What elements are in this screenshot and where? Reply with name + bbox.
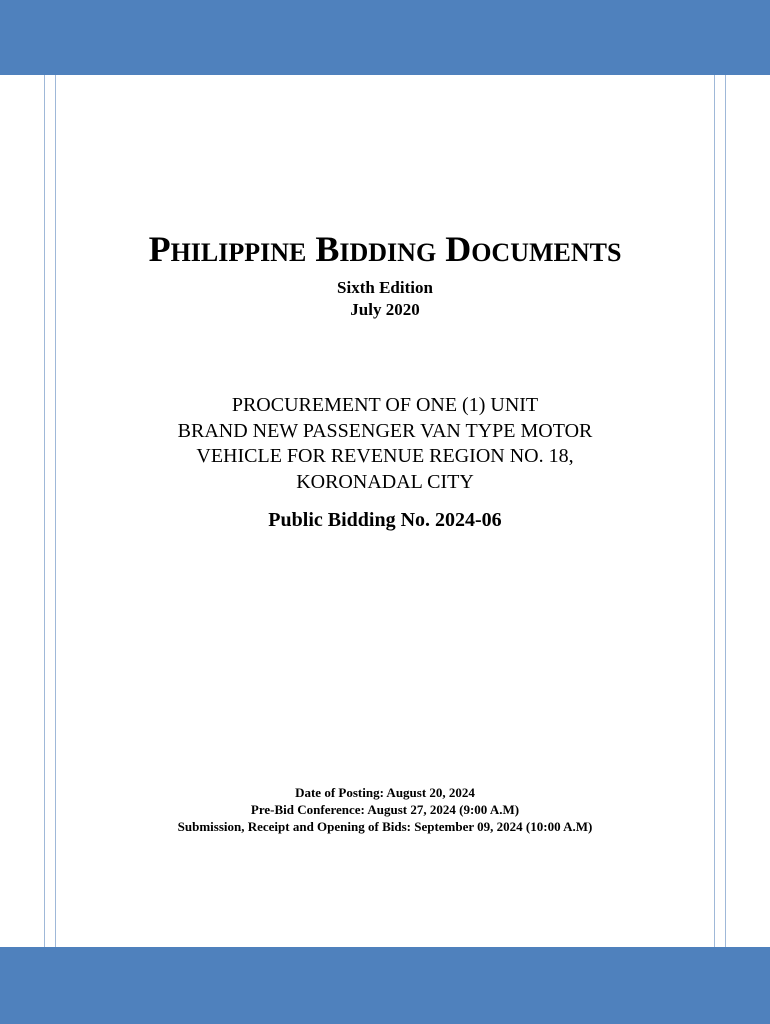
pre-bid-conference: Pre-Bid Conference: August 27, 2024 (9:00 A.M) (250, 802, 520, 817)
project-title-line: PROCUREMENT OF ONE (1) UNIT (231, 394, 539, 416)
top-color-band (0, 0, 770, 75)
edition-block (0, 277, 770, 321)
title-word-3-initial: D (445, 229, 472, 269)
title-word-3-rest: OCUMENTS (471, 238, 622, 267)
title-word-1-rest: HILIPPINE (170, 238, 307, 267)
project-title-line: KORONADAL CITY (296, 470, 474, 493)
project-title (0, 393, 770, 495)
document-title (0, 228, 770, 270)
project-title-line: BRAND NEW PASSENGER VAN TYPE MOTOR (177, 419, 593, 442)
edition-label: Sixth Edition (337, 278, 433, 297)
title-word-1-initial: P (148, 229, 171, 269)
title-word-2-rest: IDDING (339, 238, 437, 267)
schedule-block (0, 784, 770, 835)
bottom-color-band (0, 947, 770, 1024)
bid-opening-schedule: Submission, Receipt and Opening of Bids: September 09, 2024 (10:00 A.M) (177, 819, 593, 834)
date-of-posting: Date of Posting: August 20, 2024 (295, 785, 475, 800)
public-bidding-number: Public Bidding No. 2024-06 (268, 509, 502, 531)
title-word-2-initial: B (315, 229, 340, 269)
project-title-line: VEHICLE FOR REVENUE REGION NO. 18, (196, 445, 574, 467)
edition-date: July 2020 (350, 300, 420, 319)
